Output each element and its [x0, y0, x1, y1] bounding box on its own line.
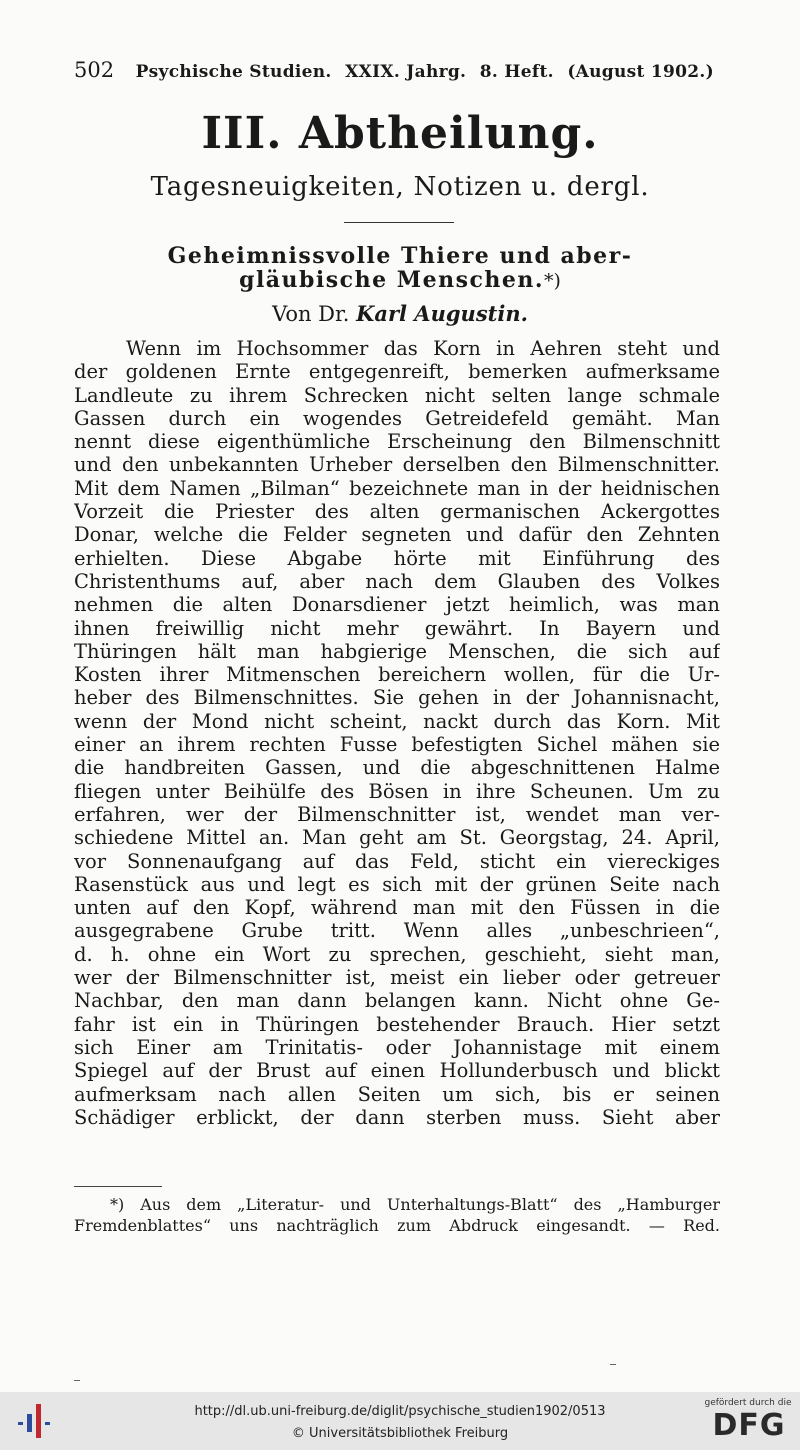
article-title-text: gläubische Menschen.: [239, 267, 544, 293]
volume: XXIX. Jahrg.: [345, 62, 467, 82]
body-line: fliegen unter Beihülfe des Bösen in ihre Scheunen. Um zu: [74, 779, 720, 803]
footnote-line-2: Fremdenblattes“ uns nachträglich zum Abdruck eingesandt. — Red.: [74, 1216, 720, 1235]
funder-caption: gefördert durch die: [704, 1398, 792, 1408]
body-line: Wenn im Hochsommer das Korn in Aehren steht und: [126, 337, 720, 360]
article-title: [0, 244, 800, 293]
body-line: vor Sonnenaufgang auf das Feld, sticht ein viereckiges: [74, 849, 720, 873]
body-line: Mit dem Namen „Bilman“ bezeichnete man in der heidnischen: [74, 476, 720, 500]
byline: [0, 301, 800, 326]
body-line: sich Einer am Trinitatis- oder Johannistage mit einem: [74, 1035, 720, 1059]
body-line: Gassen durch ein wogendes Getreidefeld gemäht. Man: [74, 406, 720, 430]
body-line: die handbreiten Gassen, und die abgeschnittenen Halme: [74, 756, 720, 780]
body-line: Kosten ihrer Mitmenschen bereichern wollen, für die Ur-: [74, 663, 720, 687]
body-line: Donar, welche die Felder segneten und dafür den Zehnten: [74, 523, 720, 547]
body-line: fahr ist ein in Thüringen bestehender Brauch. Hier setzt: [74, 1012, 720, 1036]
author-name: Karl Augustin.: [356, 301, 528, 326]
byline-prefix: Von Dr.: [272, 302, 350, 326]
copyright-notice: © Universitätsbibliothek Freiburg: [291, 1426, 509, 1441]
body-line: Nachbar, den man dann belangen kann. Nicht ohne Ge-: [74, 989, 720, 1013]
footnote-rule: [74, 1186, 162, 1187]
body-line: Thüringen hält man habgierige Menschen, die sich auf: [74, 639, 720, 663]
body-line: der goldenen Ernte entgegenreift, bemerken aufmerksame: [74, 360, 720, 384]
body-line: Christenthums auf, aber nach dem Glauben des Volkes: [74, 569, 720, 593]
body-line: Rasenstück aus und legt es sich mit der grünen Seite nach: [74, 872, 720, 896]
issue-date: (August 1902.): [567, 62, 714, 82]
body-line: d. h. ohne ein Wort zu sprechen, geschieht, sieht man,: [74, 942, 720, 966]
body-line: Vorzeit die Priester des alten germanischen Ackergottes: [74, 500, 720, 524]
body-line: schiedene Mittel an. Man geht am St. Georgstag, 24. April,: [74, 826, 720, 850]
body-line: Landleute zu ihrem Schrecken nicht selten lange schmale: [74, 383, 720, 407]
issue: 8. Heft.: [479, 62, 554, 82]
body-line: ausgegrabene Grube tritt. Wenn alles „unbeschrieen“,: [74, 919, 720, 943]
section-divider: [344, 222, 454, 223]
body-line: nehmen die alten Donarsdiener jetzt heimlich, was man: [74, 593, 720, 617]
body-line: Spiegel auf der Brust auf einen Hollunderbusch und blickt: [74, 1059, 720, 1083]
running-head: [74, 58, 714, 82]
body-line: nennt diese eigenthümliche Erscheinung den Bilmenschnitt: [74, 430, 720, 454]
article-title-line-1: Geheimnissvolle Thiere und aber-: [167, 243, 633, 269]
body-line: Schädiger erblickt, der dann sterben muss. Sieht aber: [74, 1105, 720, 1129]
body-line: ihnen freiwillig nicht mehr gewährt. In Bayern und: [74, 616, 720, 640]
section-subtitle: Tagesneuigkeiten, Notizen u. dergl.: [150, 172, 650, 202]
body-line: unten auf den Kopf, während man mit den Füssen in die: [74, 896, 720, 920]
body-line: wenn der Mond nicht scheint, nackt durch das Korn. Mit: [74, 709, 720, 733]
dfg-logo: DFG: [712, 1408, 786, 1443]
body-line: heber des Bilmenschnittes. Sie gehen in der Johannisnacht,: [74, 686, 720, 710]
body-line: einer an ihrem rechten Fusse befestigten Sichel mähen sie: [74, 733, 720, 757]
body-line: erhielten. Diese Abgabe hörte mit Einführung des: [74, 546, 720, 570]
footer-bar: [0, 1392, 800, 1450]
body-line: aufmerksam nach allen Seiten um sich, bis er seinen: [74, 1082, 720, 1106]
scan-mark-left: [74, 1380, 80, 1381]
body-line: erfahren, wer der Bilmenschnitter ist, wendet man ver-: [74, 802, 720, 826]
journal-name: Psychische Studien.: [135, 62, 332, 82]
article-body: [74, 337, 720, 1129]
footnote: [74, 1194, 720, 1236]
body-line: und den unbekannten Urheber derselben den Bilmenschnitter.: [74, 453, 720, 477]
page-number: 502: [74, 58, 115, 82]
footnote-line-1: *) Aus dem „Literatur- und Unterhaltungs-Blatt“ des „Hamburger: [110, 1195, 720, 1214]
body-line: wer der Bilmenschnitter ist, meist ein lieber oder getreuer: [74, 966, 720, 990]
section-title: III. Abtheilung.: [201, 108, 599, 159]
source-link[interactable]: http://dl.ub.uni-freiburg.de/diglit/psychische_studien1902/0513: [194, 1404, 606, 1419]
footnote-marker: *): [544, 270, 561, 292]
article-title-line-2: [0, 268, 800, 293]
scan-mark-right: [610, 1364, 616, 1365]
